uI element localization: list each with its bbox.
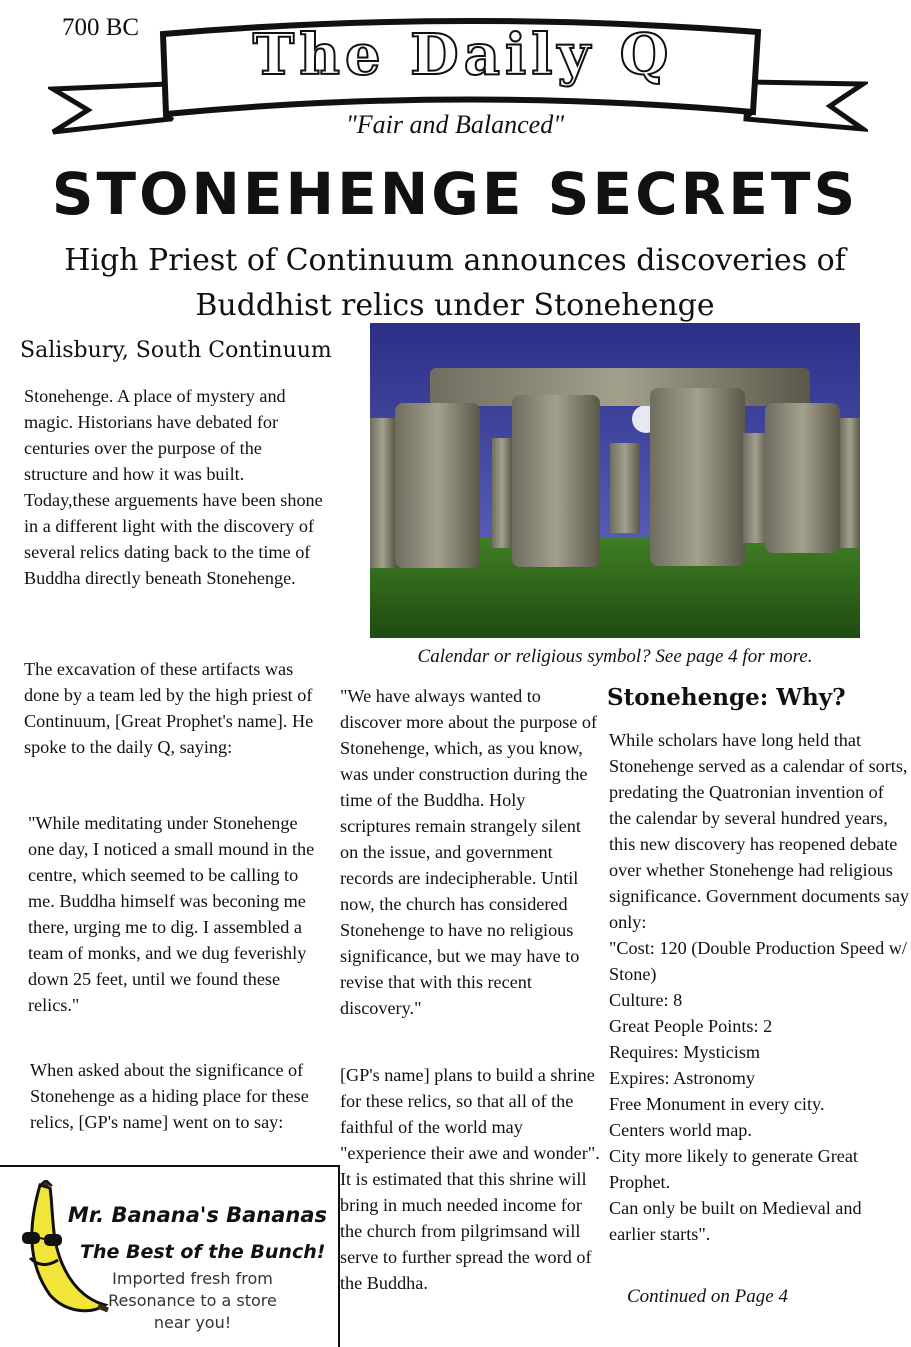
spec-line: Culture: 8 — [609, 990, 683, 1010]
paragraph-text: [GP's name] plans to build a shrine for these relics, so that all of the faithful of the world may "experience their awe and wonder". It is estimated that this shrine will bring in much needed income for the church from pilgrimsand will serve to further spread the word of the Buddha. — [340, 1065, 600, 1293]
continued-note: Continued on Page 4 — [627, 1286, 788, 1307]
article-paragraph-3 — [30, 1057, 330, 1135]
dateline: Salisbury, South Continuum — [20, 338, 332, 363]
subheadline: High Priest of Continuum announces discoveries of Buddhist relics under Stonehenge — [64, 243, 846, 323]
article-quote-2 — [340, 683, 600, 1021]
ad-body: Imported fresh from Resonance to a store near you! — [108, 1269, 277, 1332]
masthead-title: The Daily Q — [252, 22, 674, 88]
ad-slogan: The Best of the Bunch! — [80, 1241, 326, 1263]
paragraph-text: When asked about the significance of Stonehenge as a hiding place for these relics, [GP's name] went on to say: — [30, 1060, 309, 1132]
paragraph-text: "While meditating under Stonehenge one day, I noticed a small mound in the centre, which seemed to be calling to me. Buddha himself was beconing me there, urging me to dig. I assembled a team of monks, and we dug feverishly down 25 feet, until we found these relics." — [28, 813, 315, 1015]
sidebar-intro: While scholars have long held that Stonehenge served as a calendar of sorts, predating the Quatronian invention of the calendar by several hundred years, this new discovery has reopened debate over whether Stonehenge had religious significance. Government documents say only: — [609, 730, 910, 932]
spec-line: City more likely to generate Great Prophet. — [609, 1146, 858, 1192]
stonehenge-photo — [370, 323, 860, 638]
issue-date: 700 BC — [62, 14, 140, 41]
spec-line: Can only be built on Medieval and earlier starts". — [609, 1198, 862, 1244]
article-quote-1 — [28, 810, 328, 1018]
spec-line: Expires: Astronomy — [609, 1068, 755, 1088]
article-paragraph-4 — [340, 1062, 605, 1296]
photo-caption: Calendar or religious symbol? See page 4 for more. — [417, 646, 813, 667]
headline: STONEHENGE SECRETS — [51, 160, 859, 228]
spec-line: Centers world map. — [609, 1120, 752, 1140]
spec-line: Requires: Mysticism — [609, 1042, 761, 1062]
sidebar-title: Stonehenge: Why? — [607, 684, 846, 711]
sidebar-body — [609, 727, 909, 1247]
paragraph-text: "We have always wanted to discover more about the purpose of Stonehenge, which, as you know, was under construction during the time of the Buddha. Holy scriptures remain strangely silent on the issue, and government records are indecipherable. Until now, the church has considered Stonehenge to have no religious significance, but we may have to revise that with this recent discovery." — [340, 686, 598, 1018]
masthead-motto: "Fair and Balanced" — [345, 110, 565, 139]
paragraph-text: Stonehenge. A place of mystery and magic. Historians have debated for centuries over the purpose of the structure and how it was built. Today,these arguements have been shone in a different light with the discovery of several relics dating back to the time of Buddha directly beneath Stonehenge. — [24, 386, 323, 588]
article-paragraph-1 — [24, 383, 324, 591]
paragraph-text: The excavation of these artifacts was done by a team led by the high priest of Continuum, [Great Prophet's name]. He spoke to the daily Q, saying: — [24, 659, 314, 757]
article-paragraph-2 — [24, 656, 324, 760]
spec-line: "Cost: 120 (Double Production Speed w/ Stone) — [609, 938, 907, 984]
spec-line: Great People Points: 2 — [609, 1016, 773, 1036]
spec-line: Free Monument in every city. — [609, 1094, 825, 1114]
ad-brand: Mr. Banana's Bananas — [67, 1203, 328, 1227]
